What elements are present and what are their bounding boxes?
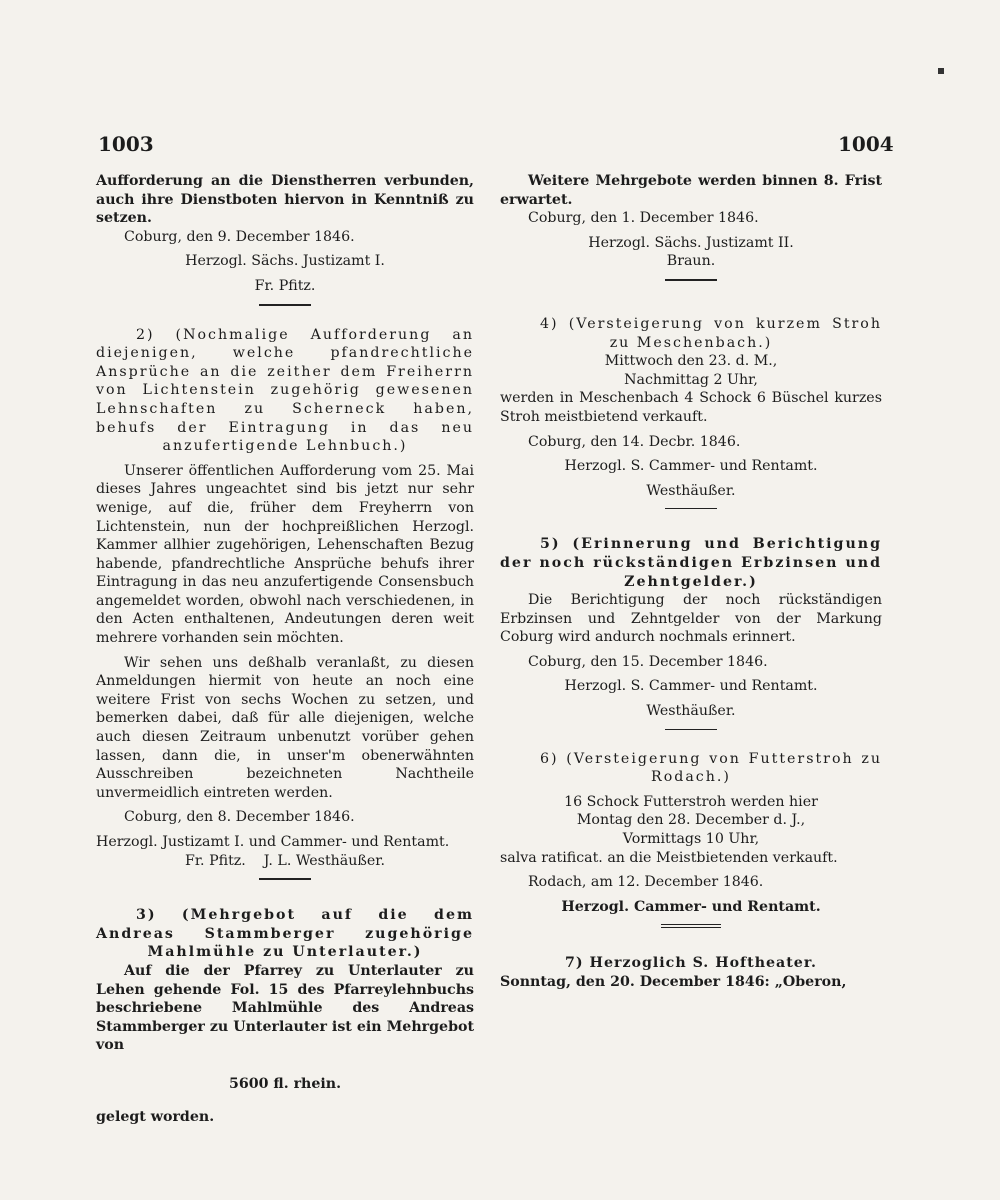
right-top-authority: Herzogl. Sächs. Justizamt II. [588, 234, 794, 251]
section-4-date: Coburg, den 14. Decbr. 1846. [528, 433, 741, 450]
section-3-end: gelegt worden. [96, 1108, 215, 1125]
section-6-line-1: 16 Schock Futterstroh werden hier [564, 793, 818, 810]
left-top-signer: Fr. Pfitz. [254, 277, 316, 294]
section-divider [665, 279, 717, 281]
section-3-amount: 5600 fl. rhein. [228, 1076, 342, 1093]
section-4-heading: 4) (Versteigerung von kurzem Stroh zu Meschenbach.) [540, 315, 882, 351]
left-column [96, 172, 474, 1127]
section-6-heading: 6) (Versteigerung von Futterstroh zu Rodach.) [540, 750, 882, 786]
section-3-heading: 3) (Mehrgebot auf die dem Andreas Stammberger zugehörige Mahlmühle zu Unterlauter.) [96, 907, 474, 961]
section-5-signer: Westhäußer. [646, 703, 736, 720]
left-top-paragraph: Aufforderung an die Dienstherren verbunden, auch ihre Dienstboten hiervon in Kenntniß zu setzen. [96, 173, 474, 227]
section-divider [259, 304, 311, 306]
section-5-authority: Herzogl. S. Cammer- und Rentamt. [564, 678, 818, 695]
page-number-left: 1003 [98, 132, 154, 156]
print-speck [938, 68, 944, 74]
section-3-paragraph: Auf die der Pfarrey zu Unterlauter zu Lehen gehende Fol. 15 des Pfarreylehnbuchs beschriebene Mahlmühle des Andreas Stammberger zu Unterlauter ist ein Mehrgebot von [96, 962, 474, 1054]
section-4-signer: Westhäußer. [646, 482, 736, 499]
section-7-heading: 7) Herzoglich S. Hoftheater. [565, 955, 817, 972]
section-2-paragraph-2: Wir sehen uns deßhalb veranlaßt, zu diesen Anmeldungen hiermit von heute an noch eine weitere Frist von sechs Wochen zu setzen, und bemerken dabei, daß für alle diejenigen, welche auch diesen Zeitraum unbenutzt vorüber gehen lassen, dann die, in unser'm obenerwähnten Ausschreiben bezeichneten Nachtheile unvermeidlich eintreten werden. [96, 654, 474, 801]
section-2-heading: 2) (Nochmalige Aufforderung an diejenigen, welche pfandrechtliche Ansprüche an die zeither dem Freiherrn von Lichtenstein zugehörig gewesenen Lehnschaften zu Scherneck haben, behufs der Eintragung in das neu anzufertigende Lehnbuch.) [96, 326, 474, 455]
section-6-date: Rodach, am 12. December 1846. [528, 874, 764, 891]
section-5-heading: 5) (Erinnerung und Berichtigung der noch rückständigen Erbzinsen und Zehntgelder.) [500, 536, 882, 590]
right-column [500, 172, 882, 992]
section-2-date: Coburg, den 8. December 1846. [124, 809, 355, 826]
section-6-line-3: Vormittags 10 Uhr, [622, 831, 760, 848]
right-top-signer: Braun. [666, 253, 716, 270]
section-4-authority: Herzogl. S. Cammer- und Rentamt. [564, 458, 818, 475]
section-6-line-2: Montag den 28. December d. J., [576, 812, 806, 829]
section-4-time: Nachmittag 2 Uhr, [624, 371, 758, 388]
section-2-authority: Herzogl. Justizamt I. und Cammer- und Rentamt. [96, 834, 450, 850]
right-top-date: Coburg, den 1. December 1846. [528, 210, 759, 227]
section-divider [661, 924, 721, 928]
section-5-paragraph: Die Berichtigung der noch rückständigen Erbzinsen und Zehntgelder von der Markung Coburg wird andurch nochmals erinnert. [500, 592, 882, 646]
section-7-line: Sonntag, den 20. December 1846: „Oberon, [500, 974, 847, 990]
section-divider [665, 508, 717, 509]
section-divider [259, 878, 311, 880]
section-2-paragraph-1: Unserer öffentlichen Aufforderung vom 25. Mai dieses Jahres ungeachtet sind bis jetzt nur sehr wenige, auf die, früher dem Freyherrn von Lichtenstein, nun der hochpreißlichen Herzogl. Kammer allhier zugehörigen, Lehenschaften Bezug habende, pfandrechtliche Ansprüche behufs ihrer Eintragung in das neu anzufertigende Consensbuch angemeldet worden, obwohl nach verschiedenen, in den Acten enthaltenen, Andeutungen deren weit mehrere vorhanden sein möchten. [96, 462, 474, 647]
section-4-day: Mittwoch den 23. d. M., [604, 353, 778, 370]
left-top-authority: Herzogl. Sächs. Justizamt I. [185, 253, 385, 270]
section-2-signers: Fr. Pfitz. J. L. Westhäußer. [184, 852, 385, 869]
section-6-authority: Herzogl. Cammer- und Rentamt. [561, 898, 821, 915]
left-top-date: Coburg, den 9. December 1846. [124, 228, 355, 245]
section-6-line-4: salva ratificat. an die Meistbietenden verkauft. [500, 849, 838, 866]
section-4-paragraph: werden in Meschenbach 4 Schock 6 Büschel kurzes Stroh meistbietend verkauft. [500, 390, 882, 425]
section-divider [665, 729, 717, 730]
right-top-paragraph: Weitere Mehrgebote werden binnen 8. Frist erwartet. [500, 173, 882, 208]
page-number-right: 1004 [838, 132, 894, 156]
section-5-date: Coburg, den 15. December 1846. [528, 653, 768, 670]
